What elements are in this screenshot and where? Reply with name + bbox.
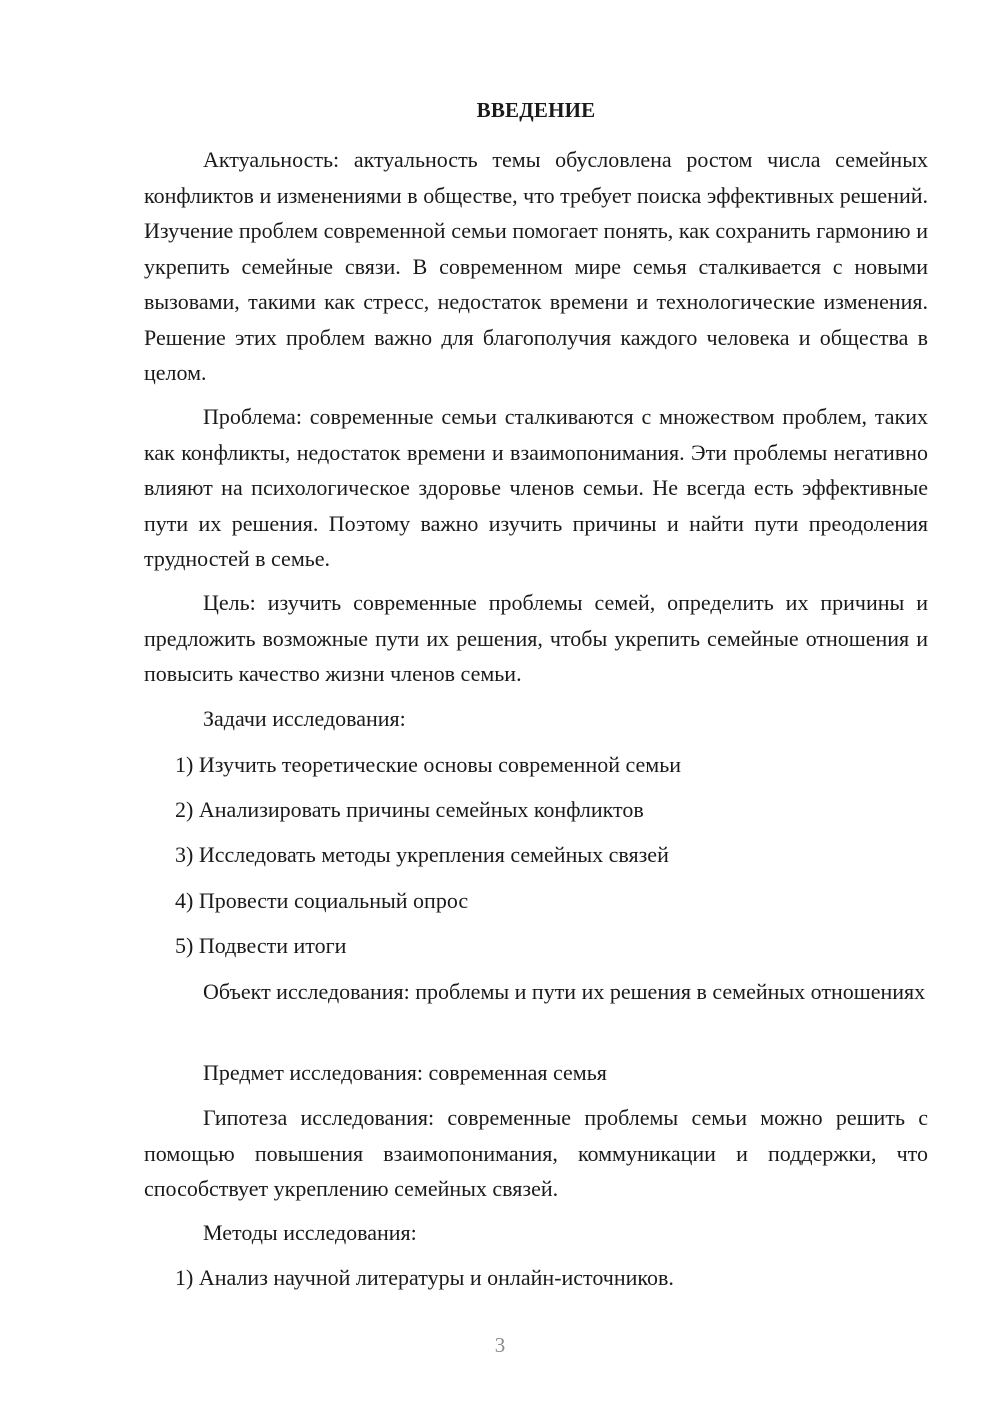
page-title: ВВЕДЕНИЕ <box>476 98 596 122</box>
task-item: 5) Подвести итоги <box>175 933 347 958</box>
object-paragraph: Объект исследования: проблемы и пути их решения в семейных отношениях <box>203 979 926 1004</box>
methods-heading: Методы исследования: <box>203 1220 417 1245</box>
task-item: 3) Исследовать методы укрепления семейных связей <box>175 842 669 867</box>
hypothesis-paragraph: Гипотеза исследования: современные проблемы семьи можно решить с помощью повышения взаимопонимания, коммуникации и поддержки, что способствует укреплению семейных связей. <box>144 1105 928 1201</box>
task-item: 2) Анализировать причины семейных конфликтов <box>175 797 644 822</box>
task-item: 4) Провести социальный опрос <box>175 888 469 913</box>
task-item: 1) Изучить теоретические основы современной семьи <box>175 752 682 777</box>
subject-paragraph: Предмет исследования: современная семья <box>203 1060 607 1085</box>
relevance-paragraph: Актуальность: актуальность темы обусловлена ростом числа семейных конфликтов и изменениями в обществе, что требует поиска эффективных решений. Изучение проблем современной семьи помогает понять, как сохранить гармонию и укрепить семейные связи. В современном мире семья сталкивается с новыми вызовами, такими как стресс, недостаток времени и технологические изменения. Решение этих проблем важно для благополучия каждого человека и общества в целом. <box>144 147 928 385</box>
problem-paragraph: Проблема: современные семьи сталкиваются с множеством проблем, таких как конфликты, недостаток времени и взаимопонимания. Эти проблемы негативно влияют на психологическое здоровье членов семьи. Не всегда есть эффективные пути их решения. Поэтому важно изучить причины и найти пути преодоления трудностей в семье. <box>144 404 928 571</box>
goal-paragraph: Цель: изучить современные проблемы семей, определить их причины и предложить возможные пути их решения, чтобы укрепить семейные отношения и повысить качество жизни членов семьи. <box>144 590 928 686</box>
method-item: 1) Анализ научной литературы и онлайн-источников. <box>175 1265 674 1290</box>
tasks-heading: Задачи исследования: <box>203 706 406 731</box>
page-number: 3 <box>494 1333 506 1357</box>
